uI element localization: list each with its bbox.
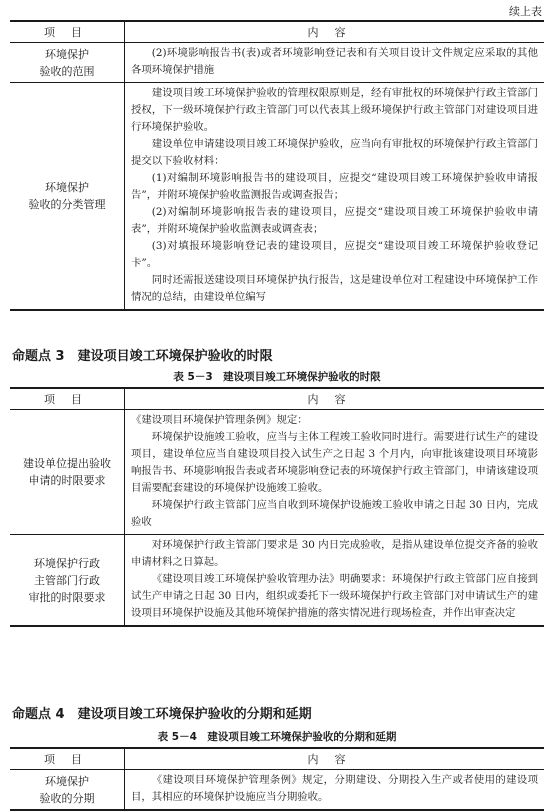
table-row — [10, 410, 544, 535]
section-heading-3: 命题点 3 建设项目竣工环境保护验收的时限 — [12, 349, 273, 364]
table-row — [10, 535, 544, 625]
row-content-cell — [124, 43, 544, 82]
row-item-label: 申请的时限要求 — [28, 474, 106, 487]
row-content-cell — [124, 83, 544, 309]
content-paragraph: 建设项目竣工环境保护验收的管理权限原则是，经有审批权的环境保护行政主管部门授权，下一级环境保护行政主管部门可以代表其上级环境保护行政主管部门对建设项目进行环境保护验收。 — [131, 87, 538, 133]
table-header — [10, 22, 544, 43]
continued-label: 续上表 — [509, 5, 542, 18]
header-item: 项目 — [44, 753, 98, 766]
row-item-cell — [10, 410, 124, 534]
content-paragraph: 环境保护行政主管部门应当自收到环境保护设施竣工验收申请之日起 30 日内，完成验收 — [131, 499, 538, 528]
row-item-cell — [10, 535, 124, 625]
table-row — [10, 770, 544, 809]
header-item: 项目 — [44, 26, 98, 39]
table-caption-5-4: 表 5－4 建设项目竣工环境保护验收的分期和延期 — [157, 731, 397, 743]
header-content: 内容 — [124, 749, 544, 769]
table-row — [10, 83, 544, 309]
content-paragraph: (2)环境影响报告书(表)或者环境影响登记表和有关项目设计文件规定应采取的其他各项环境保护措施 — [131, 47, 538, 76]
header-content: 内容 — [124, 22, 544, 42]
table-row — [10, 43, 544, 83]
table-acceptance-time-limit — [10, 387, 544, 627]
table-header — [10, 749, 544, 770]
row-item-label: 验收的分期 — [39, 791, 95, 805]
content-paragraph: (3)对填报环境影响登记表的建设项目，应提交“建设项目竣工环境保护验收登记卡”。 — [131, 240, 538, 269]
content-paragraph: 同时还需报送建设项目环境保护执行报告，这是建设单位对工程建设中环境保护工作情况的总结，由建设单位编写 — [131, 274, 538, 303]
row-item-label: 环境保护 — [45, 181, 89, 194]
row-item-label: 环境保护行政 — [34, 556, 100, 570]
content-paragraph: (1)对编制环境影响报告书的建设项目，应提交“建设项目竣工环境保护验收申请报告”，并附环境保护验收监测报告或调查报告； — [131, 172, 538, 201]
table-caption-5-3: 表 5－3 建设项目竣工环境保护验收的时限 — [173, 371, 381, 383]
row-item-cell — [10, 83, 124, 309]
content-paragraph: 环境保护设施竣工验收，应当与主体工程竣工验收同时进行。需要进行试生产的建设项目，建设单位应当自建设项目投入试生产之日起 3 个月内，向审批该建设项目环境影响报告书、环境影响报告表或者环境影响登记表的环境保护行政主管部门，申请该建设项目需要配套建设的环境保护设施竣工验收。 — [131, 431, 538, 494]
row-content-cell — [124, 535, 544, 625]
header-content: 内容 — [124, 389, 544, 409]
table-header — [10, 389, 544, 410]
table-acceptance-scope — [10, 20, 544, 311]
content-paragraph: (2)对编制环境影响报告表的建设项目，应提交“建设项目竣工环境保护验收申请表”，并附环境保护验收监测表或调查表； — [131, 206, 538, 235]
row-item-label: 审批的时限要求 — [28, 590, 106, 604]
content-paragraph: 《建设项目竣工环境保护验收管理办法》明确要求：环境保护行政主管部门应自接到试生产申请之日起 30 日内，组织或委托下一级环境保护行政主管部门对申请试生产的建设项目环境保护设施及其他环境保护措施的落实情况进行现场检查，并作出审查决定 — [131, 573, 538, 619]
row-item-label: 主管部门行政 — [34, 573, 100, 587]
row-content-cell — [124, 410, 544, 534]
row-item-label: 环境保护 — [45, 774, 89, 788]
section-heading-4: 命题点 4 建设项目竣工环境保护验收的分期和延期 — [12, 707, 312, 722]
row-item-cell — [10, 43, 124, 82]
row-content-cell — [124, 770, 544, 809]
row-item-label: 验收的分类管理 — [28, 198, 106, 211]
row-item-label: 环境保护 — [45, 47, 89, 61]
row-item-label: 验收的范围 — [39, 64, 95, 78]
content-paragraph: 《建设项目环境保护管理条例》规定，分期建设、分期投入生产或者使用的建设项目，其相应的环境保护设施应当分期验收。 — [131, 774, 538, 803]
content-paragraph: 建设单位申请建设项目竣工环境保护验收，应当向有审批权的环境保护行政主管部门提交以下验收材料： — [131, 138, 538, 167]
row-item-label: 建设单位提出验收 — [23, 457, 111, 470]
header-item: 项目 — [44, 393, 98, 406]
content-paragraph: 对环境保护行政主管部门要求是 30 内日完成验收，是指从建设单位提交齐备的验收申请材料之日算起。 — [131, 539, 538, 568]
content-paragraph: 《建设项目环境保护管理条例》规定： — [131, 414, 308, 426]
table-acceptance-phasing — [10, 747, 544, 811]
row-item-cell — [10, 770, 124, 809]
